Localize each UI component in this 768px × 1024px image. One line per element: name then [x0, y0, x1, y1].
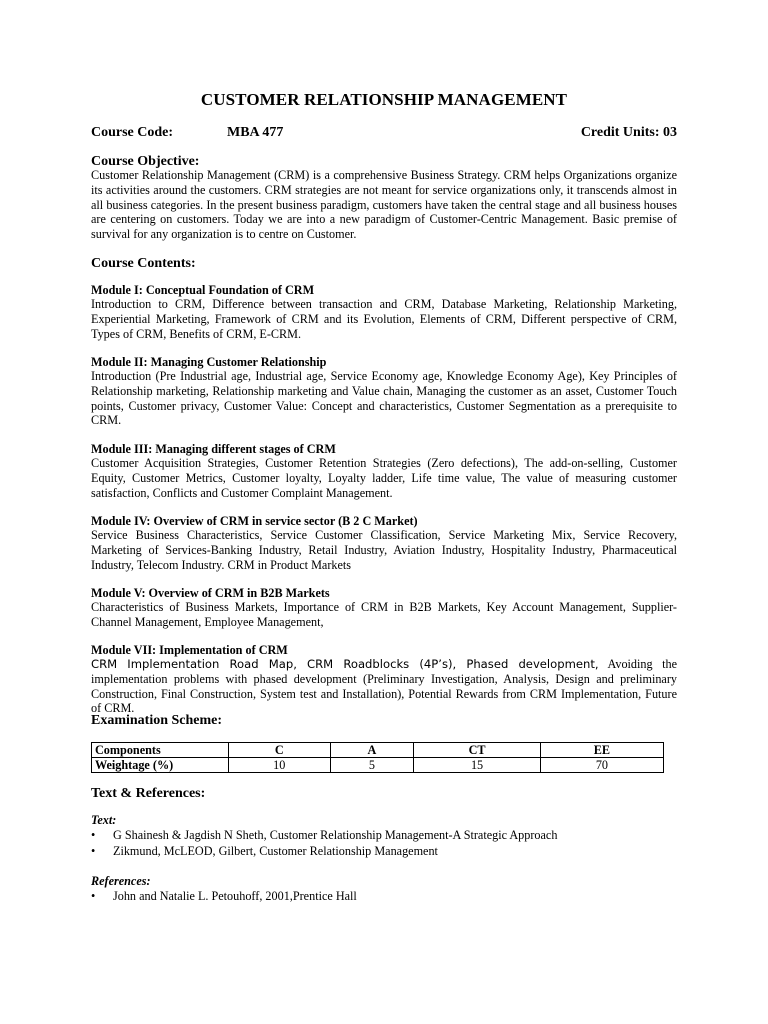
bullet-icon: •: [91, 844, 96, 858]
module-2-text: Introduction (Pre Industrial age, Industrial age, Service Economy age, Knowledge Economy Age), Key Principles of Relationship marketing, Relationship marketing and Value chain, Managing the customer as an asset, Customer Touch points, Customer privacy, Customer Value: Concept and characteristics, Customer Segmentation as a prerequisite to CRM.: [91, 369, 677, 428]
course-code-label: Course Code:: [91, 125, 174, 140]
exam-heading: Examination Scheme:: [91, 713, 223, 728]
course-code-row: [91, 125, 677, 143]
text-label: Text:: [91, 813, 117, 827]
module-4-text: Service Business Characteristics, Service Customer Classification, Service Marketing Mix, Service Recovery, Marketing of Services-Banking Industry, Retail Industry, Aviation Industry, Hospitality Industry, Pharmaceutical Industry, Telecom Industry. CRM in Product Markets: [91, 528, 677, 572]
exam-value-cell: 70: [540, 758, 663, 773]
text-list-item: [91, 844, 438, 859]
module-5-text: Characteristics of Business Markets, Importance of CRM in B2B Markets, Key Account Management, Supplier-Channel Management, Employee Management,: [91, 600, 677, 629]
module-7-text-rest: Avoiding the implementation problems with phased development (Preliminary Investigation, Analysis, Design and preliminary Construction, Final Construction, System test and Installation), Potential Rewards from CRM Implementation, Future of CRM.: [91, 657, 677, 716]
exam-header-cell: Components: [92, 743, 229, 758]
reference-list-item: [91, 889, 357, 904]
bullet-icon: •: [91, 889, 96, 903]
credit-units: Credit Units: 03: [580, 125, 677, 140]
exam-table: [91, 742, 664, 773]
text-list-item: [91, 828, 557, 843]
exam-header-row: [92, 743, 664, 758]
module-7-text: [91, 657, 677, 716]
module-7-title: Module VII: Implementation of CRM: [91, 643, 288, 657]
objective-text: Customer Relationship Management (CRM) is a comprehensive Business Strategy. CRM helps Organizations organize its activities around the customers. CRM strategies are not meant for service organizations only, it transcends almost in all business categories. In the present business paradigm, customers have taken the central stage and all business houses are centering on customers. Today we are into a new paradigm of Customer-Centric Management. Basic premise of survival for any organization is to centre on Customer.: [91, 168, 677, 242]
objective-heading: Course Objective:: [91, 154, 200, 169]
text-item-label: Zikmund, McLEOD, Gilbert, Customer Relationship Management: [113, 844, 438, 858]
exam-header-cell: C: [229, 743, 331, 758]
contents-heading: Course Contents:: [91, 256, 196, 271]
module-7-text-sans: CRM Implementation Road Map, CRM Roadblocks (4P’s), Phased development,: [91, 657, 599, 671]
module-1-text: Introduction to CRM, Difference between transaction and CRM, Database Marketing, Relationship Marketing, Experiential Marketing, Framework of CRM and its Evolution, Elements of CRM, Different perspective of CRM, Types of CRM, Benefits of CRM, E-CRM.: [91, 297, 677, 341]
module-1-title: Module I: Conceptual Foundation of CRM: [91, 283, 315, 297]
module-4-title: Module IV: Overview of CRM in service sector (B 2 C Market): [91, 514, 418, 528]
exam-header-cell: A: [330, 743, 414, 758]
module-3-text: Customer Acquisition Strategies, Customer Retention Strategies (Zero defections), The add-on-selling, Customer Equity, Customer Metrics, Customer loyalty, Loyalty ladder, Life time value, The value of measuring customer satisfaction, Conflicts and Customer Complaint Management.: [91, 456, 677, 500]
course-code-value: MBA 477: [227, 125, 284, 140]
page-title: CUSTOMER RELATIONSHIP MANAGEMENT: [200, 90, 568, 109]
exam-header-cell: CT: [414, 743, 541, 758]
exam-row-label: Weightage (%): [92, 758, 229, 773]
exam-value-cell: 15: [414, 758, 541, 773]
module-3-title: Module III: Managing different stages of CRM: [91, 442, 336, 456]
references-heading: Text & References:: [91, 786, 206, 801]
module-5-title: Module V: Overview of CRM in B2B Markets: [91, 586, 330, 600]
reference-item-label: John and Natalie L. Petouhoff, 2001,Prentice Hall: [113, 889, 357, 903]
references-label: References:: [91, 874, 151, 888]
exam-value-cell: 5: [330, 758, 414, 773]
exam-weightage-row: [92, 758, 664, 773]
text-item-label: G Shainesh & Jagdish N Sheth, Customer Relationship Management-A Strategic Approach: [113, 828, 558, 842]
bullet-icon: •: [91, 828, 96, 842]
module-2-title: Module II: Managing Customer Relationship: [91, 355, 327, 369]
exam-header-cell: EE: [540, 743, 663, 758]
exam-value-cell: 10: [229, 758, 331, 773]
